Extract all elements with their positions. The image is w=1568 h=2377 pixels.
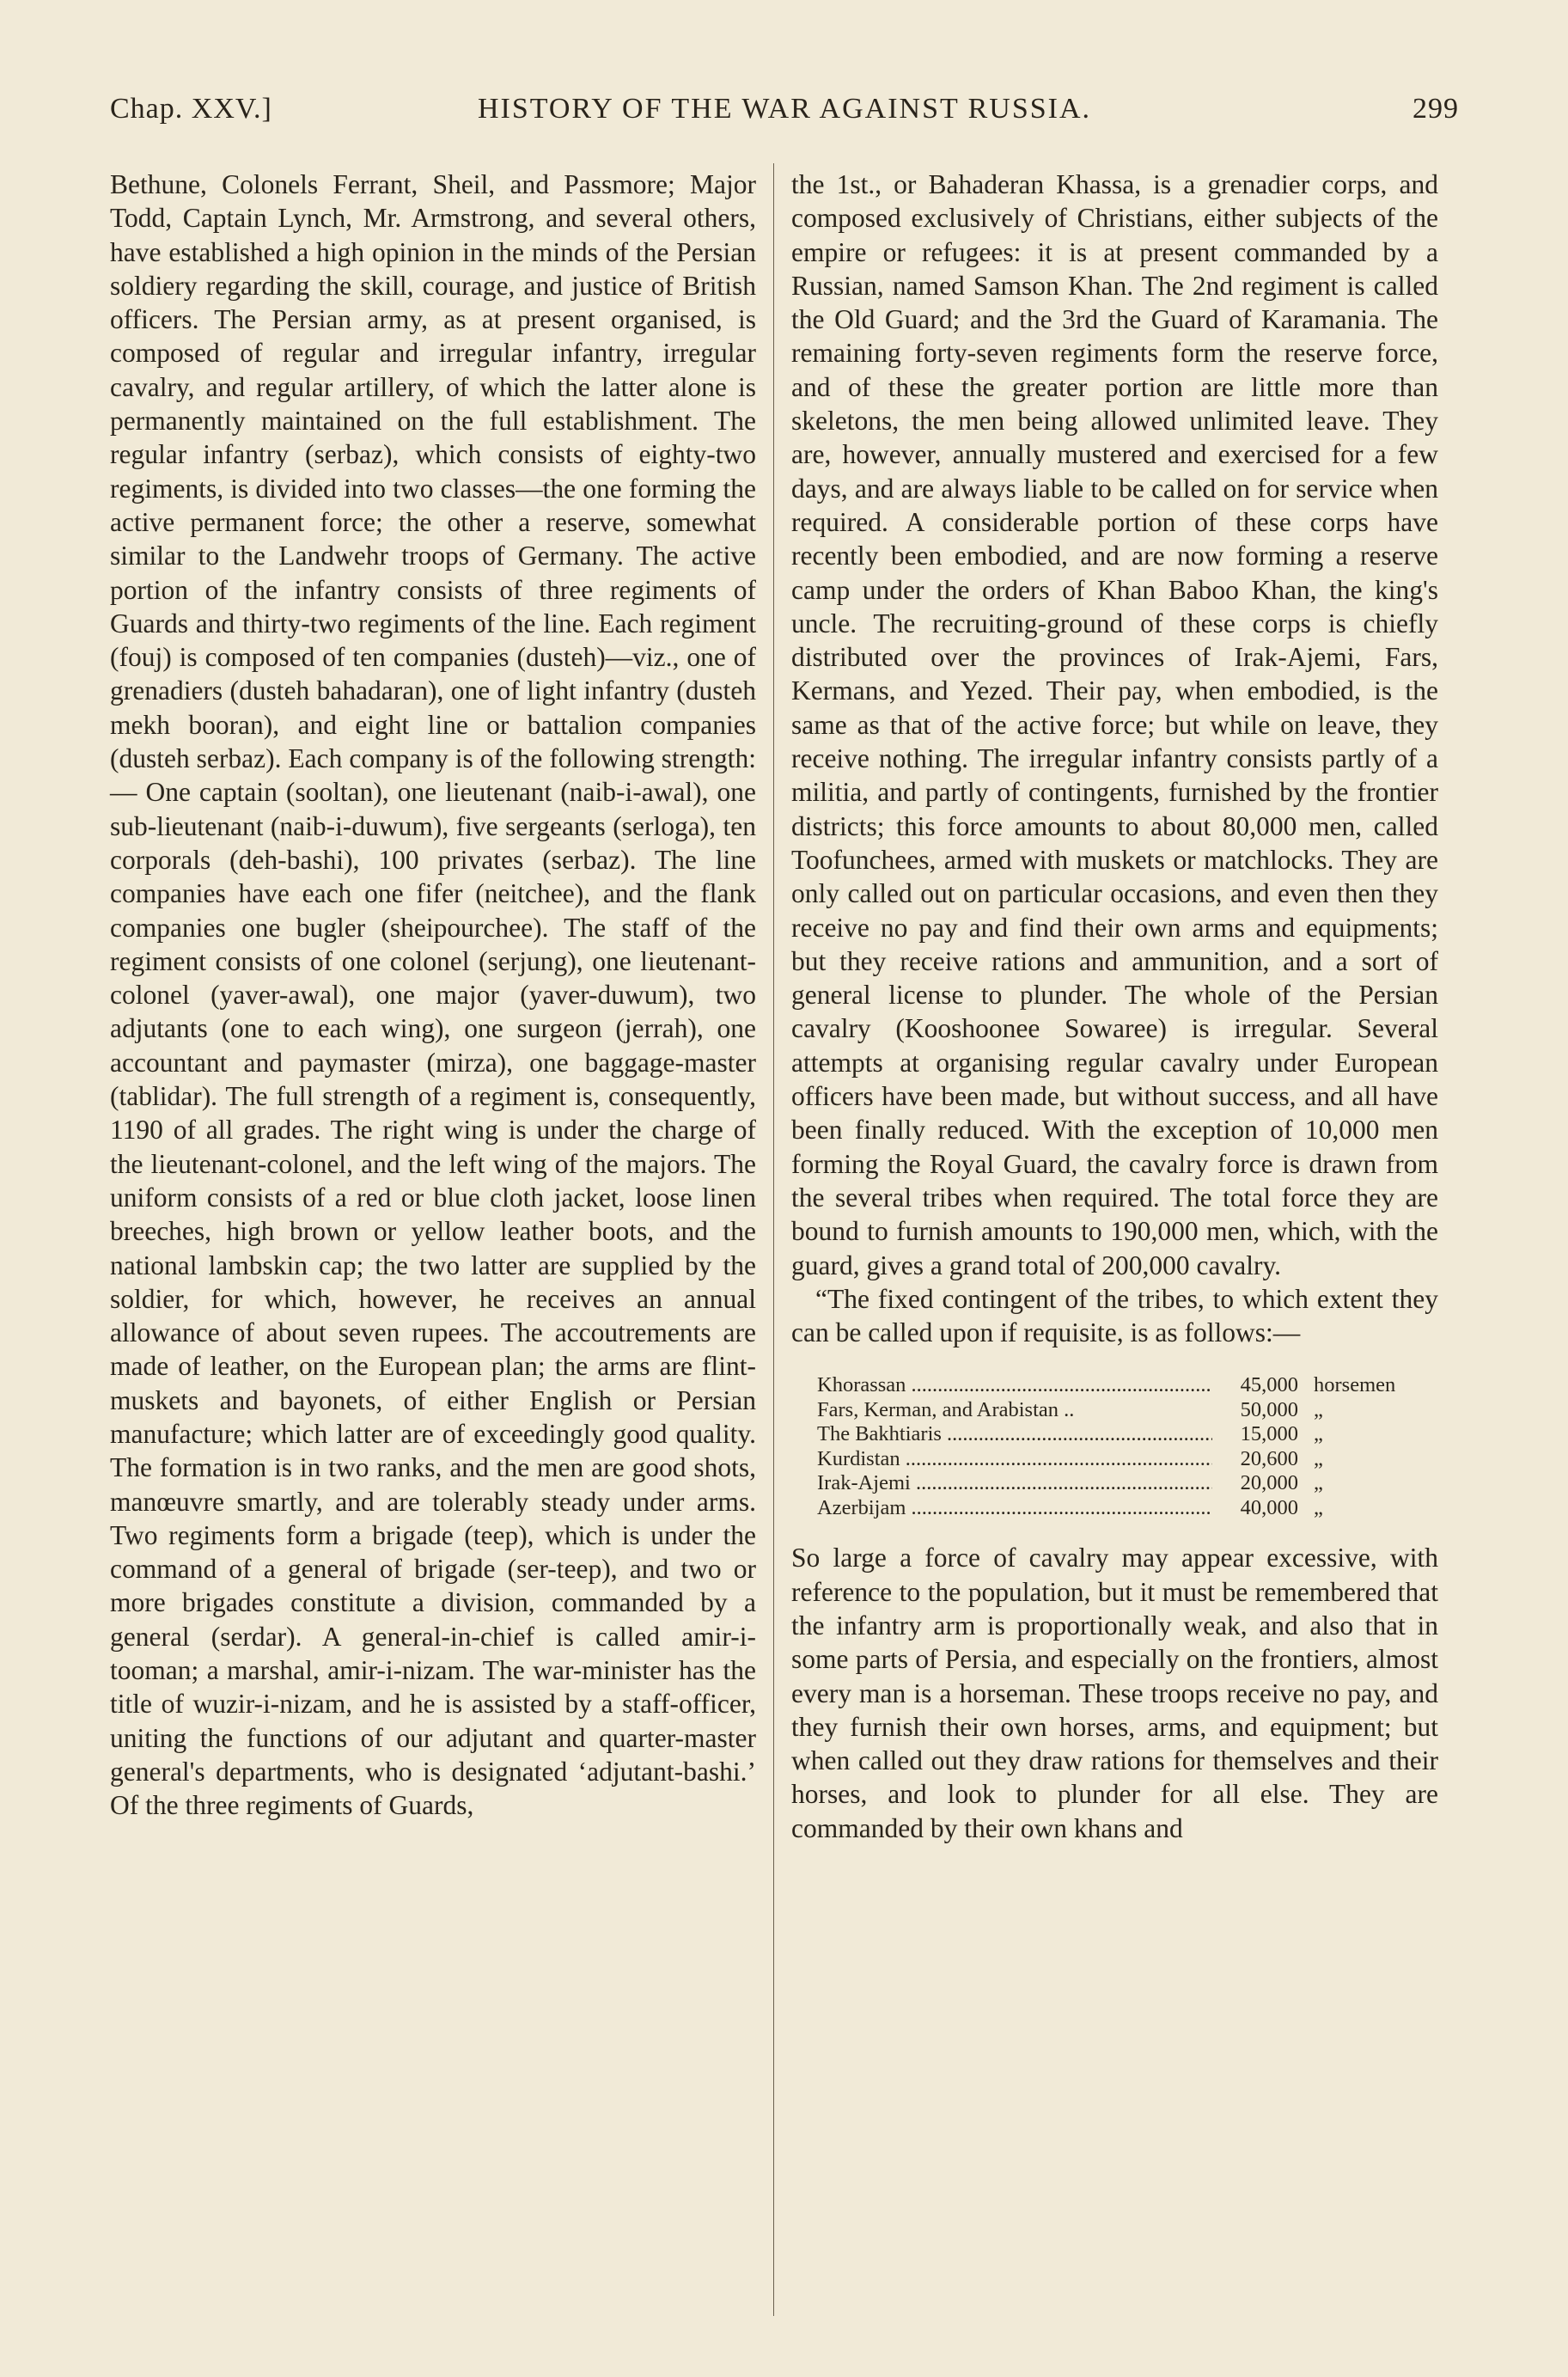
leader-dots: [906, 1373, 1212, 1396]
leader-dots: [911, 1471, 1212, 1494]
tribe-count: 45,000: [1240, 1373, 1298, 1397]
chapter-label: Chap. XXV.]: [110, 93, 272, 125]
tribe-contingent-table: [817, 1373, 1395, 1520]
tribe-count: 20,600: [1240, 1446, 1298, 1470]
running-title: HISTORY OF THE WAR AGAINST RUSSIA.: [477, 93, 1092, 125]
tribe-unit: „: [1314, 1471, 1323, 1495]
tribe-unit: „: [1314, 1446, 1323, 1470]
table-row: [817, 1373, 1395, 1398]
tribe-name: Khorassan: [817, 1373, 906, 1397]
page-number: 299: [1412, 93, 1459, 125]
leader-dots: [900, 1447, 1212, 1470]
leader-dots: [942, 1422, 1212, 1445]
tribe-name: Irak-Ajemi: [817, 1471, 911, 1495]
right-paragraph-1: the 1st., or Bahaderan Khassa, is a grenadier corps, and composed exclusively of Christians, either subjects of the empire or refugees: it is at present commanded by a Russian, named Samson Khan. The 2nd regiment is called the Old Guard; and the 3rd the Guard of Karamania. The remaining forty-seven regiments form the reserve force, and of these the greater portion are little more than skeletons, the men being allowed unlimited leave. They are, however, annually mustered and exercised for a few days, and are always liable to be called on for service when required. A considerable portion of these corps have recently been embodied, and are now forming a reserve camp under the orders of Khan Baboo Khan, the king's uncle. The recruiting-ground of these corps is chiefly distributed over the provinces of Irak-Ajemi, Fars, Kermans, and Yezed. Their pay, when embodied, is the same as that of the active force; but while on leave, they receive nothing. The irregular infantry consists partly of a militia, and partly of contingents, furnished by the frontier districts; this force amounts to about 80,000 men, called Toofunchees, armed with muskets or matchlocks. They are only called out on particular occasions, and even then they receive no pay and find their own arms and equipments; but they receive rations and ammunition, and a sort of general license to plunder. The whole of the Persian cavalry (Kooshoonee Sowaree) is irregular. Several attempts at organising regular cavalry under European officers have been made, but without success, and all have been finally reduced. With the exception of 10,000 men forming the Royal Guard, the cavalry force is drawn from the several tribes when required. The total force they are bound to furnish amounts to 190,000 men, which, with the guard, gives a grand total of 200,000 cavalry.: [791, 169, 1438, 1280]
right-paragraph-3: So large a force of cavalry may appear excessive, with reference to the population, but it must be remembered that the infantry arm is proportionally weak, and also that in some parts of Persia, and especially on the frontiers, almost every man is a horseman. These troops receive no pay, and they furnish their own horses, arms, and equipment; but when called out they draw rations for themselves and their horses, and look to plunder for all else. They are commanded by their own khans and: [791, 1543, 1438, 1843]
table-row: [817, 1422, 1395, 1447]
table-row: [817, 1447, 1395, 1472]
tribe-count: 20,000: [1240, 1471, 1298, 1495]
tribe-name: The Bakhtiaris: [817, 1422, 942, 1446]
tribe-unit: „: [1314, 1495, 1323, 1519]
left-column: [110, 168, 756, 1823]
tribe-name: Fars, Kerman, and Arabistan ..: [817, 1397, 1075, 1421]
table-row: [817, 1471, 1395, 1496]
tribe-name: Azerbijam: [817, 1495, 906, 1519]
tribe-name: Kurdistan: [817, 1446, 900, 1470]
tribe-count: 50,000: [1240, 1397, 1298, 1421]
table-row: [817, 1496, 1395, 1521]
right-column: [791, 168, 1438, 1845]
table-row: [817, 1398, 1395, 1423]
tribe-count: 15,000: [1240, 1422, 1298, 1446]
tribe-count: 40,000: [1240, 1495, 1298, 1519]
tribe-unit: „: [1314, 1422, 1323, 1446]
left-column-text: Bethune, Colonels Ferrant, Sheil, and Passmore; Major Todd, Captain Lynch, Mr. Armstrong, and several others, have established a high opinion in the minds of the Persian soldiery regarding the skill, courage, and justice of British officers. The Persian army, as at present organised, is composed of regular and irregular infantry, irregular cavalry, and regular artillery, of which the latter alone is permanently maintained on the full establishment. The regular infantry (serbaz), which consists of eighty-two regiments, is divided into two classes—the one forming the active permanent force; the other a reserve, somewhat similar to the Landwehr troops of Germany. The active portion of the infantry consists of three regiments of Guards and thirty-two regiments of the line. Each regiment (fouj) is composed of ten companies (dusteh)—viz., one of grenadiers (dusteh bahadaran), one of light infantry (dusteh mekh booran), and eight line or battalion companies (dusteh serbaz). Each company is of the following strength: — One captain (sooltan), one lieutenant (naib-i-awal), one sub-lieutenant (naib-i-duwum), five sergeants (serloga), ten corporals (deh-bashi), 100 privates (serbaz). The line companies have each one fifer (neitchee), and the flank companies one bugler (sheipourchee). The staff of the regiment consists of one colonel (serjung), one lieutenant-colonel (yaver-awal), one major (yaver-duwum), two adjutants (one to each wing), one surgeon (jerrah), one accountant and paymaster (mirza), one baggage-master (tablidar). The full strength of a regiment is, consequently, 1190 of all grades. The right wing is under the charge of the lieutenant-colonel, and the left wing of the majors. The uniform consists of a red or blue cloth jacket, loose linen breeches, high brown or yellow leather boots, and the national lambskin cap; the two latter are supplied by the soldier, for which, however, he receives an annual allowance of about seven rupees. The accoutrements are made of leather, on the European plan; the arms are flint-muskets and bayonets, of either English or Persian manufacture; which latter are of exceedingly good quality. The formation is in two ranks, and the men are good shots, manœuvre smartly, and are tolerably steady under arms. Two regiments form a brigade (teep), which is under the command of a general of brigade (ser-teep), and two or more brigades constitute a division, commanded by a general (serdar). A general-in-chief is called amir-i-tooman; a marshal, amir-i-nizam. The war-minister has the title of wuzir-i-nizam, and he is assisted by a staff-officer, uniting the functions of our adjutant and quarter-master general's departments, who is designated ‘adjutant-bashi.’ Of the three regiments of Guards,: [110, 169, 756, 1821]
running-header: [110, 93, 1459, 136]
leader-dots: [906, 1496, 1212, 1519]
right-paragraph-2: “The fixed contingent of the tribes, to which extent they can be called upon if requisite, is as follows:—: [791, 1283, 1438, 1348]
column-divider: [773, 163, 774, 2316]
tribe-unit: horsemen: [1314, 1373, 1396, 1397]
tribe-unit: „: [1314, 1397, 1323, 1421]
